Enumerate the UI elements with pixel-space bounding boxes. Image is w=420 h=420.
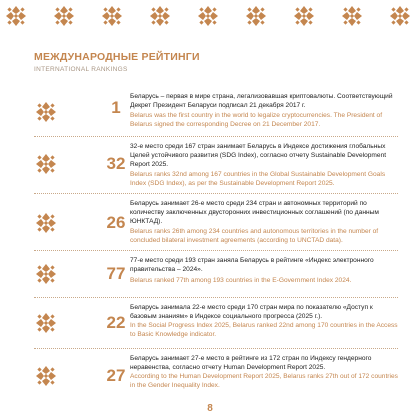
ranking-text-en: Belarus ranked 77th among 193 countries in the E-Government Index 2024. bbox=[130, 277, 352, 284]
ranking-text-en: Belarus ranks 26th among 234 countries and autonomous territories in the number of concluded bilateral investment agreements (according to UNCTAD data). bbox=[130, 228, 379, 245]
divider bbox=[34, 136, 398, 137]
ornament-icon-2 bbox=[54, 6, 74, 26]
ranking-number: 26 bbox=[106, 213, 126, 232]
ranking-entry-5 bbox=[34, 303, 398, 347]
ornament-icon-7 bbox=[294, 6, 314, 26]
ranking-text-en: Belarus was the first country in the world to legalize cryptocurrencies. The President of Belarus signed the corresponding Decree on 21 December 2017. bbox=[130, 112, 383, 129]
ornament-icon-4 bbox=[150, 6, 170, 26]
ornament-icon bbox=[34, 364, 58, 388]
ranking-entry-2 bbox=[34, 142, 398, 194]
ranking-number: 32 bbox=[106, 154, 126, 173]
ornament-icon-9 bbox=[390, 6, 410, 26]
ranking-text-en: In the Social Progress Index 2025, Belarus ranked 22nd among 170 countries in the Access to Basic Knowledge indicator. bbox=[130, 322, 398, 339]
ranking-number: 1 bbox=[111, 98, 121, 117]
ornament-icon-1 bbox=[6, 6, 26, 26]
ranking-text-ru: Беларусь занимала 22-е место среди 170 стран мира по показателю «Доступ к базовым знаниям» в Индексе социального прогресса (2025 г.). bbox=[130, 304, 373, 321]
ornament-icon-3 bbox=[102, 6, 122, 26]
ornament-icon-8 bbox=[342, 6, 362, 26]
ranking-text-ru: Беларусь занимает 26-е место среди 234 стран и автономных территорий по количеству заключенных двусторонних инвестиционных соглашений (по данным ЮНКТАД). bbox=[130, 200, 379, 226]
page-title: МЕЖДУНАРОДНЫЕ РЕЙТИНГИ bbox=[34, 51, 200, 63]
ranking-entry-1 bbox=[34, 92, 398, 136]
ranking-text-ru: Беларусь – первая в мире страна, легализовавшая криптовалюты. Соответствующий Декрет Президент Беларуси подписал 21 декабря 2017 г. bbox=[130, 93, 393, 110]
divider bbox=[34, 250, 398, 251]
ranking-text-en: Belarus ranks 32nd among 167 countries in the Global Sustainable Development Goals Index (SDG Index), as per the Sustainable Development Report 2025. bbox=[130, 171, 386, 188]
ornament-icon-5 bbox=[198, 6, 218, 26]
ranking-entry-3 bbox=[34, 199, 398, 251]
ranking-text-ru: 77-е место среди 193 стран заняла Беларусь в рейтинге «Индекс электронного правительства – 2024». bbox=[130, 257, 374, 274]
ranking-number: 22 bbox=[106, 313, 126, 332]
divider bbox=[34, 193, 398, 194]
ornament-icon bbox=[34, 100, 58, 124]
ranking-text-ru: Беларусь занимает 27-е место в рейтинге из 172 стран по Индексу гендерного неравенства, согласно отчету Human Development Report 2025. bbox=[130, 355, 372, 372]
ornament-icon bbox=[34, 311, 58, 335]
ranking-number: 77 bbox=[106, 264, 126, 283]
page-number: 8 bbox=[207, 403, 213, 414]
page-subtitle: INTERNATIONAL RANKINGS bbox=[34, 66, 128, 73]
ornament-icon bbox=[34, 211, 58, 235]
ornament-icon bbox=[34, 262, 58, 286]
ornament-band bbox=[0, 0, 420, 36]
ranking-entry-4 bbox=[34, 256, 398, 296]
divider bbox=[34, 297, 398, 298]
ornament-icon-6 bbox=[246, 6, 266, 26]
ranking-number: 27 bbox=[106, 366, 126, 385]
ranking-text-ru: 32-е место среди 167 стран занимает Беларусь в Индексе достижения глобальных Целей устойчивого развития (SDG Index), согласно отчету Sustainable Development Report 2025. bbox=[130, 143, 387, 169]
ornament-icon bbox=[34, 152, 58, 176]
ranking-text-en: According to the Human Development Report 2025, Belarus ranks 27th out of 172 countries in the Gender Inequality Index. bbox=[130, 373, 398, 390]
ranking-entry-6 bbox=[34, 354, 398, 398]
divider bbox=[34, 348, 398, 349]
